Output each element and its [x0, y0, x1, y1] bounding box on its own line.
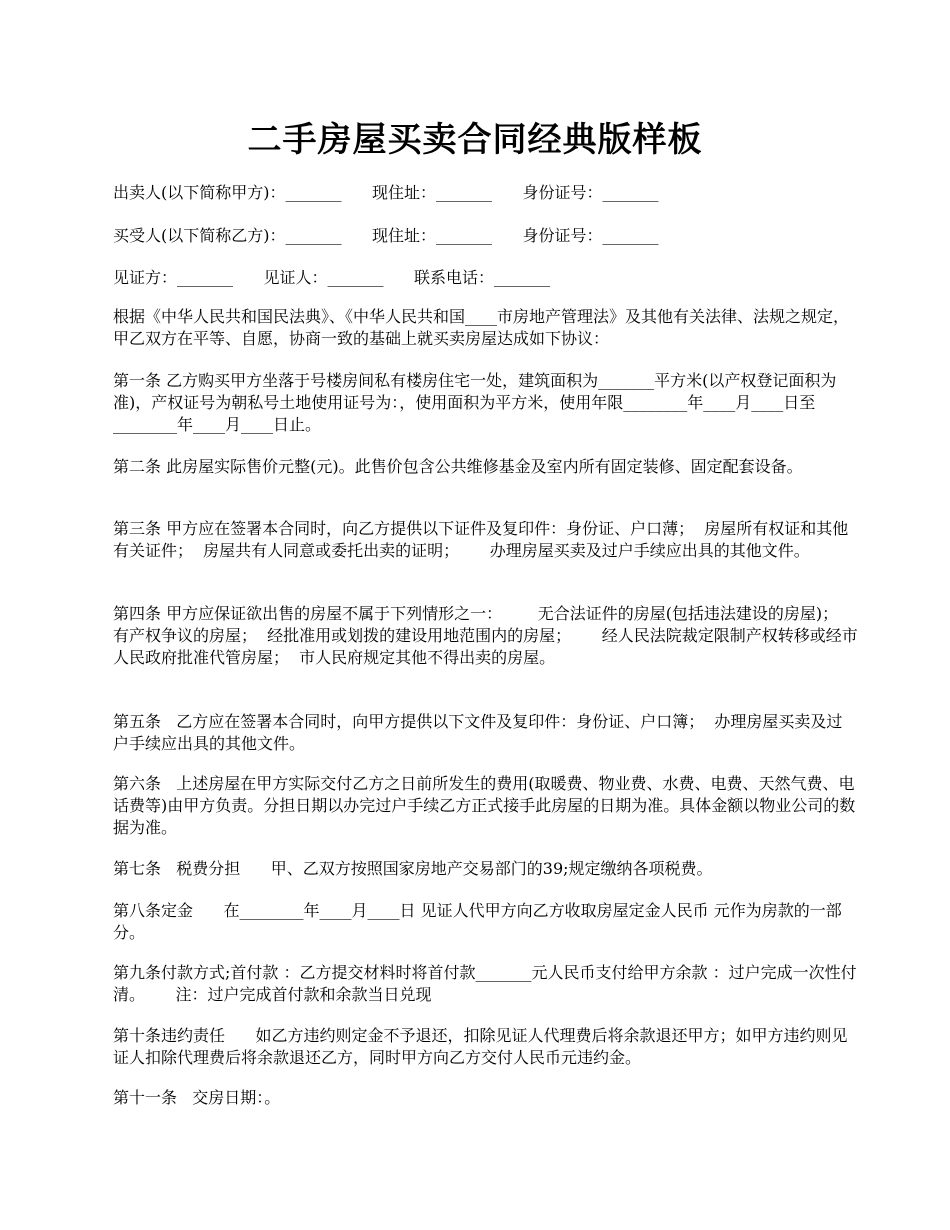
- preamble-paragraph: 根据《中华人民共和国民法典》、《中华人民共和国____市房地产管理法》及其他有关法律、法规之规定，甲乙双方在平等、自愿，协商一致的基础上就买卖房屋达成如下协议：: [113, 307, 850, 348]
- witness-info-line: 见证方：_______ 见证人：_______ 联系电话：_______: [113, 268, 551, 287]
- article-7: 第七条 税费分担 甲、乙双方按照国家房地产交易部门的39;规定缴纳各项税费。: [113, 859, 713, 878]
- article-10: 第十条违约责任 如乙方违约则定金不予退还，扣除见证人代理费后将余款退还甲方；如甲方违约则见证人扣除代理费后将余款退还乙方，同时甲方向乙方交付人民币元违约金。: [113, 1026, 848, 1067]
- article-5: 第五条 乙方应在签署本合同时，向甲方提供以下文件及复印件：身份证、户口簿； 办理房屋买卖及过户手续应出具的其他文件。: [113, 712, 843, 753]
- article-4: 第四条 甲方应保证欲出售的房屋不属于下列情形之一： 无合法证件的房屋(包括违法建设的房屋)； 有产权争议的房屋； 经批准用或划拨的建设用地范围内的房屋； 经人民法院裁定限制产权转移或经市人民政府批准代管房屋； 市人民府规定其他不得出卖的房屋。: [113, 604, 858, 667]
- article-2: 第二条 此房屋实际售价元整(元)。此售价包含公共维修基金及室内所有固定装修、固定配套设备。: [113, 457, 803, 476]
- seller-info-line: 出卖人(以下简称甲方)：_______ 现住址：_______ 身份证号：_______: [113, 183, 659, 202]
- document-title: 二手房屋买卖合同经典版样板: [247, 120, 703, 160]
- article-8: 第八条定金 在________年____月____日 见证人代甲方向乙方收取房屋定金人民币 元作为房款的一部分。: [113, 901, 842, 942]
- article-6: 第六条 上述房屋在甲方实际交付乙方之日前所发生的费用(取暖费、物业费、水费、电费、天然气费、电话费等)由甲方负责。分担日期以办完过户手续乙方正式接手此房屋的日期为准。具体金额以物业公司的数据为准。: [113, 774, 856, 837]
- article-11: 第十一条 交房日期：。: [113, 1088, 281, 1107]
- article-9: 第九条付款方式;首付款 ：乙方提交材料时将首付款_______元人民币支付给甲方余款 ：过户完成一次性付清。 注：过户完成首付款和余款当日兑现: [113, 963, 857, 1004]
- article-3: 第三条 甲方应在签署本合同时，向乙方提供以下证件及复印件：身份证、户口薄； 房屋所有权证和其他有关证件； 房屋共有人同意或委托出卖的证明； 办理房屋买卖及过户手续应出具的其他文件。: [113, 519, 849, 560]
- article-1: 第一条 乙方购买甲方坐落于号楼房间私有楼房住宅一处，建筑面积为_______平方米(以产权登记面积为准)，产权证号为朝私号土地使用证号为：，使用面积为平方米，使用年限________年____月____日至________年____月____日止。: [113, 371, 837, 434]
- buyer-info-line: 买受人(以下简称乙方)：_______ 现住址：_______ 身份证号：_______: [113, 226, 659, 245]
